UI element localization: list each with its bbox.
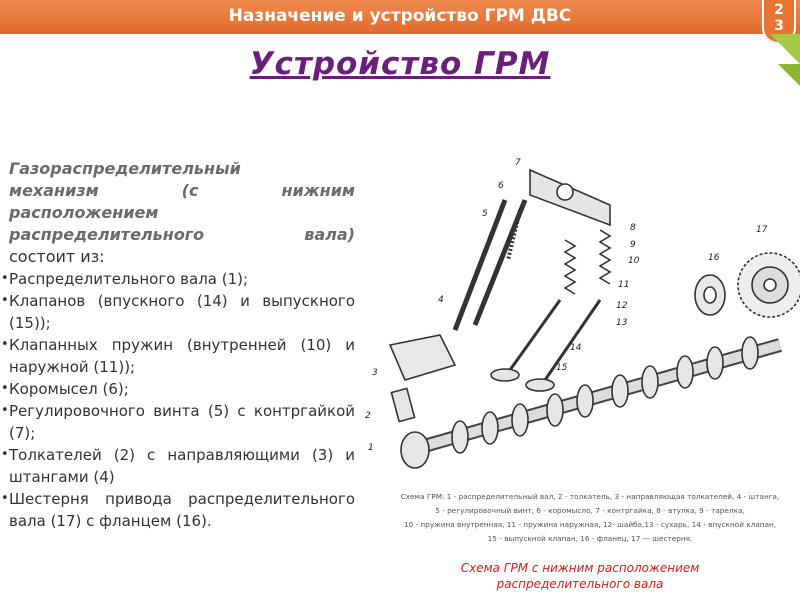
diagram-label: 5: [482, 209, 488, 219]
list-item: • Клапанов (впускного (14) и выпускного (15));: [5, 290, 355, 334]
component-list: [5, 268, 355, 532]
diagram-label: 2: [365, 411, 371, 421]
diagram-label: 1: [368, 443, 374, 453]
diagram-label: 9: [630, 240, 636, 250]
lead-line: расположением: [9, 203, 159, 222]
lead-line: Газораспределительный: [9, 159, 241, 178]
diagram-label: 11: [618, 280, 630, 290]
list-item: • Регулировочного винта (5) с контргайкой (7);: [5, 400, 355, 444]
lead-line: механизм (с нижним: [9, 181, 355, 200]
caption-line: распределительного вала: [496, 577, 664, 591]
diagram-label: 17: [756, 225, 768, 235]
description-block: [5, 158, 355, 532]
caption-line: Схема ГРМ с нижним расположением: [460, 561, 700, 575]
page-number-digit-1: 2: [774, 2, 784, 18]
page-number-digit-2: 3: [774, 18, 784, 34]
diagram-label: 6: [498, 181, 504, 191]
list-item: • Клапанных пружин (внутренней (10) и наружной (11));: [5, 334, 355, 378]
legend-line: 5 - регулировочный винт, 6 - коромысло, 7 - контргайка, 8 - втулка, 9 - тарелка,: [435, 506, 745, 515]
diagram-label: 12: [616, 301, 628, 311]
list-item: • Распределительного вала (1);: [5, 268, 355, 290]
diagram-label: 15: [556, 363, 568, 373]
diagram-label: 7: [515, 158, 521, 168]
diagram-legend: [390, 490, 790, 546]
slide-title: Устройство ГРМ: [249, 46, 551, 82]
legend-line: 15 - выпускной клапан, 16 - фланец, 17 — шестерня.: [487, 534, 693, 543]
diagram-label: 10: [628, 256, 640, 266]
lead-line: распределительного вала): [9, 225, 355, 244]
decor-triangle: [770, 34, 800, 64]
timing-mechanism-diagram: [360, 150, 800, 480]
decor-triangle-2: [778, 64, 800, 86]
diagram-caption: [400, 560, 760, 592]
list-item: • Толкателей (2) с направляющими (3) и штангами (4): [5, 444, 355, 488]
lead-subtitle: состоит из:: [9, 247, 105, 266]
list-item: • Коромысел (6);: [5, 378, 355, 400]
header-bar: [0, 0, 800, 37]
diagram-label: 16: [708, 253, 720, 263]
header-title: Назначение и устройство ГРМ ДВС: [228, 6, 572, 26]
list-item: • Шестерня привода распределительного вала (17) с фланцем (16).: [5, 488, 355, 532]
diagram-label: 3: [372, 368, 378, 378]
legend-line: Схема ГРМ: 1 - распределительный вал, 2 - толкатель, 3 - направляющая толкателей, 4 - штанга,: [400, 492, 780, 501]
diagram-label: 8: [630, 223, 636, 233]
diagram-label: 14: [570, 343, 582, 353]
legend-line: 10 - пружина внутренняя, 11 - пружина наружная, 12- шайба,13 - сухарь, 14 - впускной клапан,: [403, 520, 777, 529]
diagram-label: 4: [438, 295, 444, 305]
diagram-label: 13: [616, 318, 628, 328]
